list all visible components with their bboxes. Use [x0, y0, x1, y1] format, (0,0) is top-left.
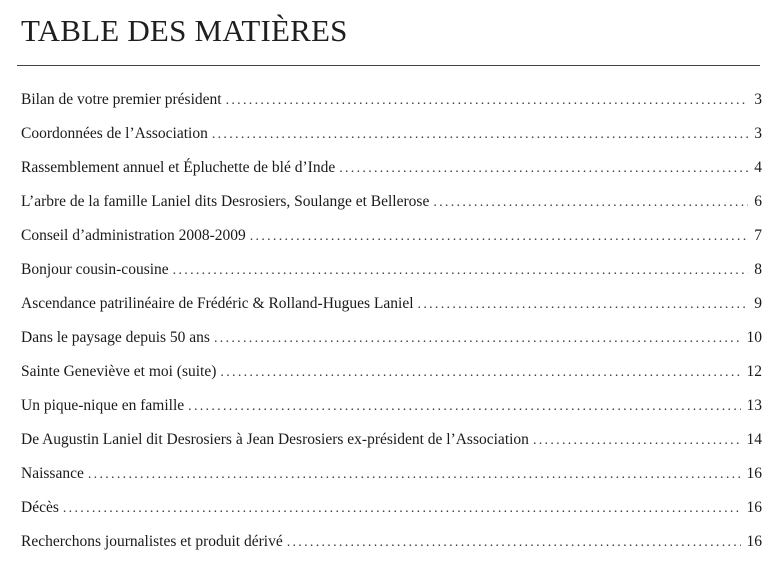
toc-entry-page: 16 — [746, 465, 762, 482]
dot-leader — [418, 291, 749, 319]
toc-entry-page: 16 — [746, 499, 762, 516]
toc-entry — [21, 86, 762, 120]
toc-entry-title: Sainte Geneviève et moi (suite) — [21, 363, 217, 380]
toc-entry-title: Conseil d’administration 2008-2009 — [21, 227, 246, 244]
toc-entry-title: De Augustin Laniel dit Desrosiers à Jean Desrosiers ex-président de l’Association — [21, 431, 529, 448]
dot-leader — [88, 461, 741, 489]
toc-entry — [21, 358, 762, 392]
toc-entry — [21, 460, 762, 494]
toc-entry — [21, 494, 762, 528]
dot-leader — [173, 257, 749, 285]
toc-entry — [21, 324, 762, 358]
toc-entry-page: 14 — [746, 431, 762, 448]
dot-leader — [220, 359, 740, 387]
dot-leader — [63, 495, 741, 523]
toc-entry-page: 3 — [754, 91, 762, 108]
table-of-contents — [21, 86, 762, 562]
toc-entry-page: 16 — [746, 533, 762, 550]
toc-entry — [21, 392, 762, 426]
toc-entry-page: 9 — [754, 295, 762, 312]
dot-leader — [533, 427, 741, 455]
toc-entry-title: Ascendance patrilinéaire de Frédéric & Rolland-Hugues Laniel — [21, 295, 414, 312]
toc-entry-page: 6 — [754, 193, 762, 210]
toc-entry — [21, 120, 762, 154]
toc-entry-title: Un pique-nique en famille — [21, 397, 185, 414]
toc-entry-title: Dans le paysage depuis 50 ans — [21, 329, 210, 346]
toc-entry-page: 4 — [754, 159, 762, 176]
page-title: TABLE DES MATIÈRES — [21, 13, 348, 48]
dot-leader — [433, 189, 748, 217]
toc-entry-title: L’arbre de la famille Laniel dits Desrosiers, Soulange et Bellerose — [21, 193, 430, 210]
toc-entry — [21, 528, 762, 562]
toc-entry-title: Recherchons journalistes et produit dérivé — [21, 533, 283, 550]
toc-entry-page: 10 — [746, 329, 762, 346]
dot-leader — [250, 223, 749, 251]
toc-entry-page: 12 — [746, 363, 762, 380]
toc-entry-page: 7 — [754, 227, 762, 244]
toc-entry — [21, 154, 762, 188]
toc-entry-page: 8 — [754, 261, 762, 278]
dot-leader — [188, 393, 740, 421]
toc-entry — [21, 256, 762, 290]
toc-entry-title: Bilan de votre premier président — [21, 91, 222, 108]
dot-leader — [214, 325, 741, 353]
toc-entry-title: Décès — [21, 499, 59, 516]
toc-entry — [21, 290, 762, 324]
dot-leader — [226, 87, 749, 115]
toc-entry — [21, 426, 762, 460]
toc-entry-title: Rassemblement annuel et Épluchette de blé d’Inde — [21, 159, 336, 176]
toc-entry-page: 13 — [746, 397, 762, 414]
toc-entry — [21, 222, 762, 256]
dot-leader — [339, 155, 748, 183]
dot-leader — [287, 529, 741, 557]
toc-entry-page: 3 — [754, 125, 762, 142]
toc-entry — [21, 188, 762, 222]
toc-entry-title: Bonjour cousin-cousine — [21, 261, 169, 278]
dot-leader — [212, 121, 748, 149]
toc-entry-title: Naissance — [21, 465, 84, 482]
toc-entry-title: Coordonnées de l’Association — [21, 125, 208, 142]
title-divider — [17, 65, 760, 66]
